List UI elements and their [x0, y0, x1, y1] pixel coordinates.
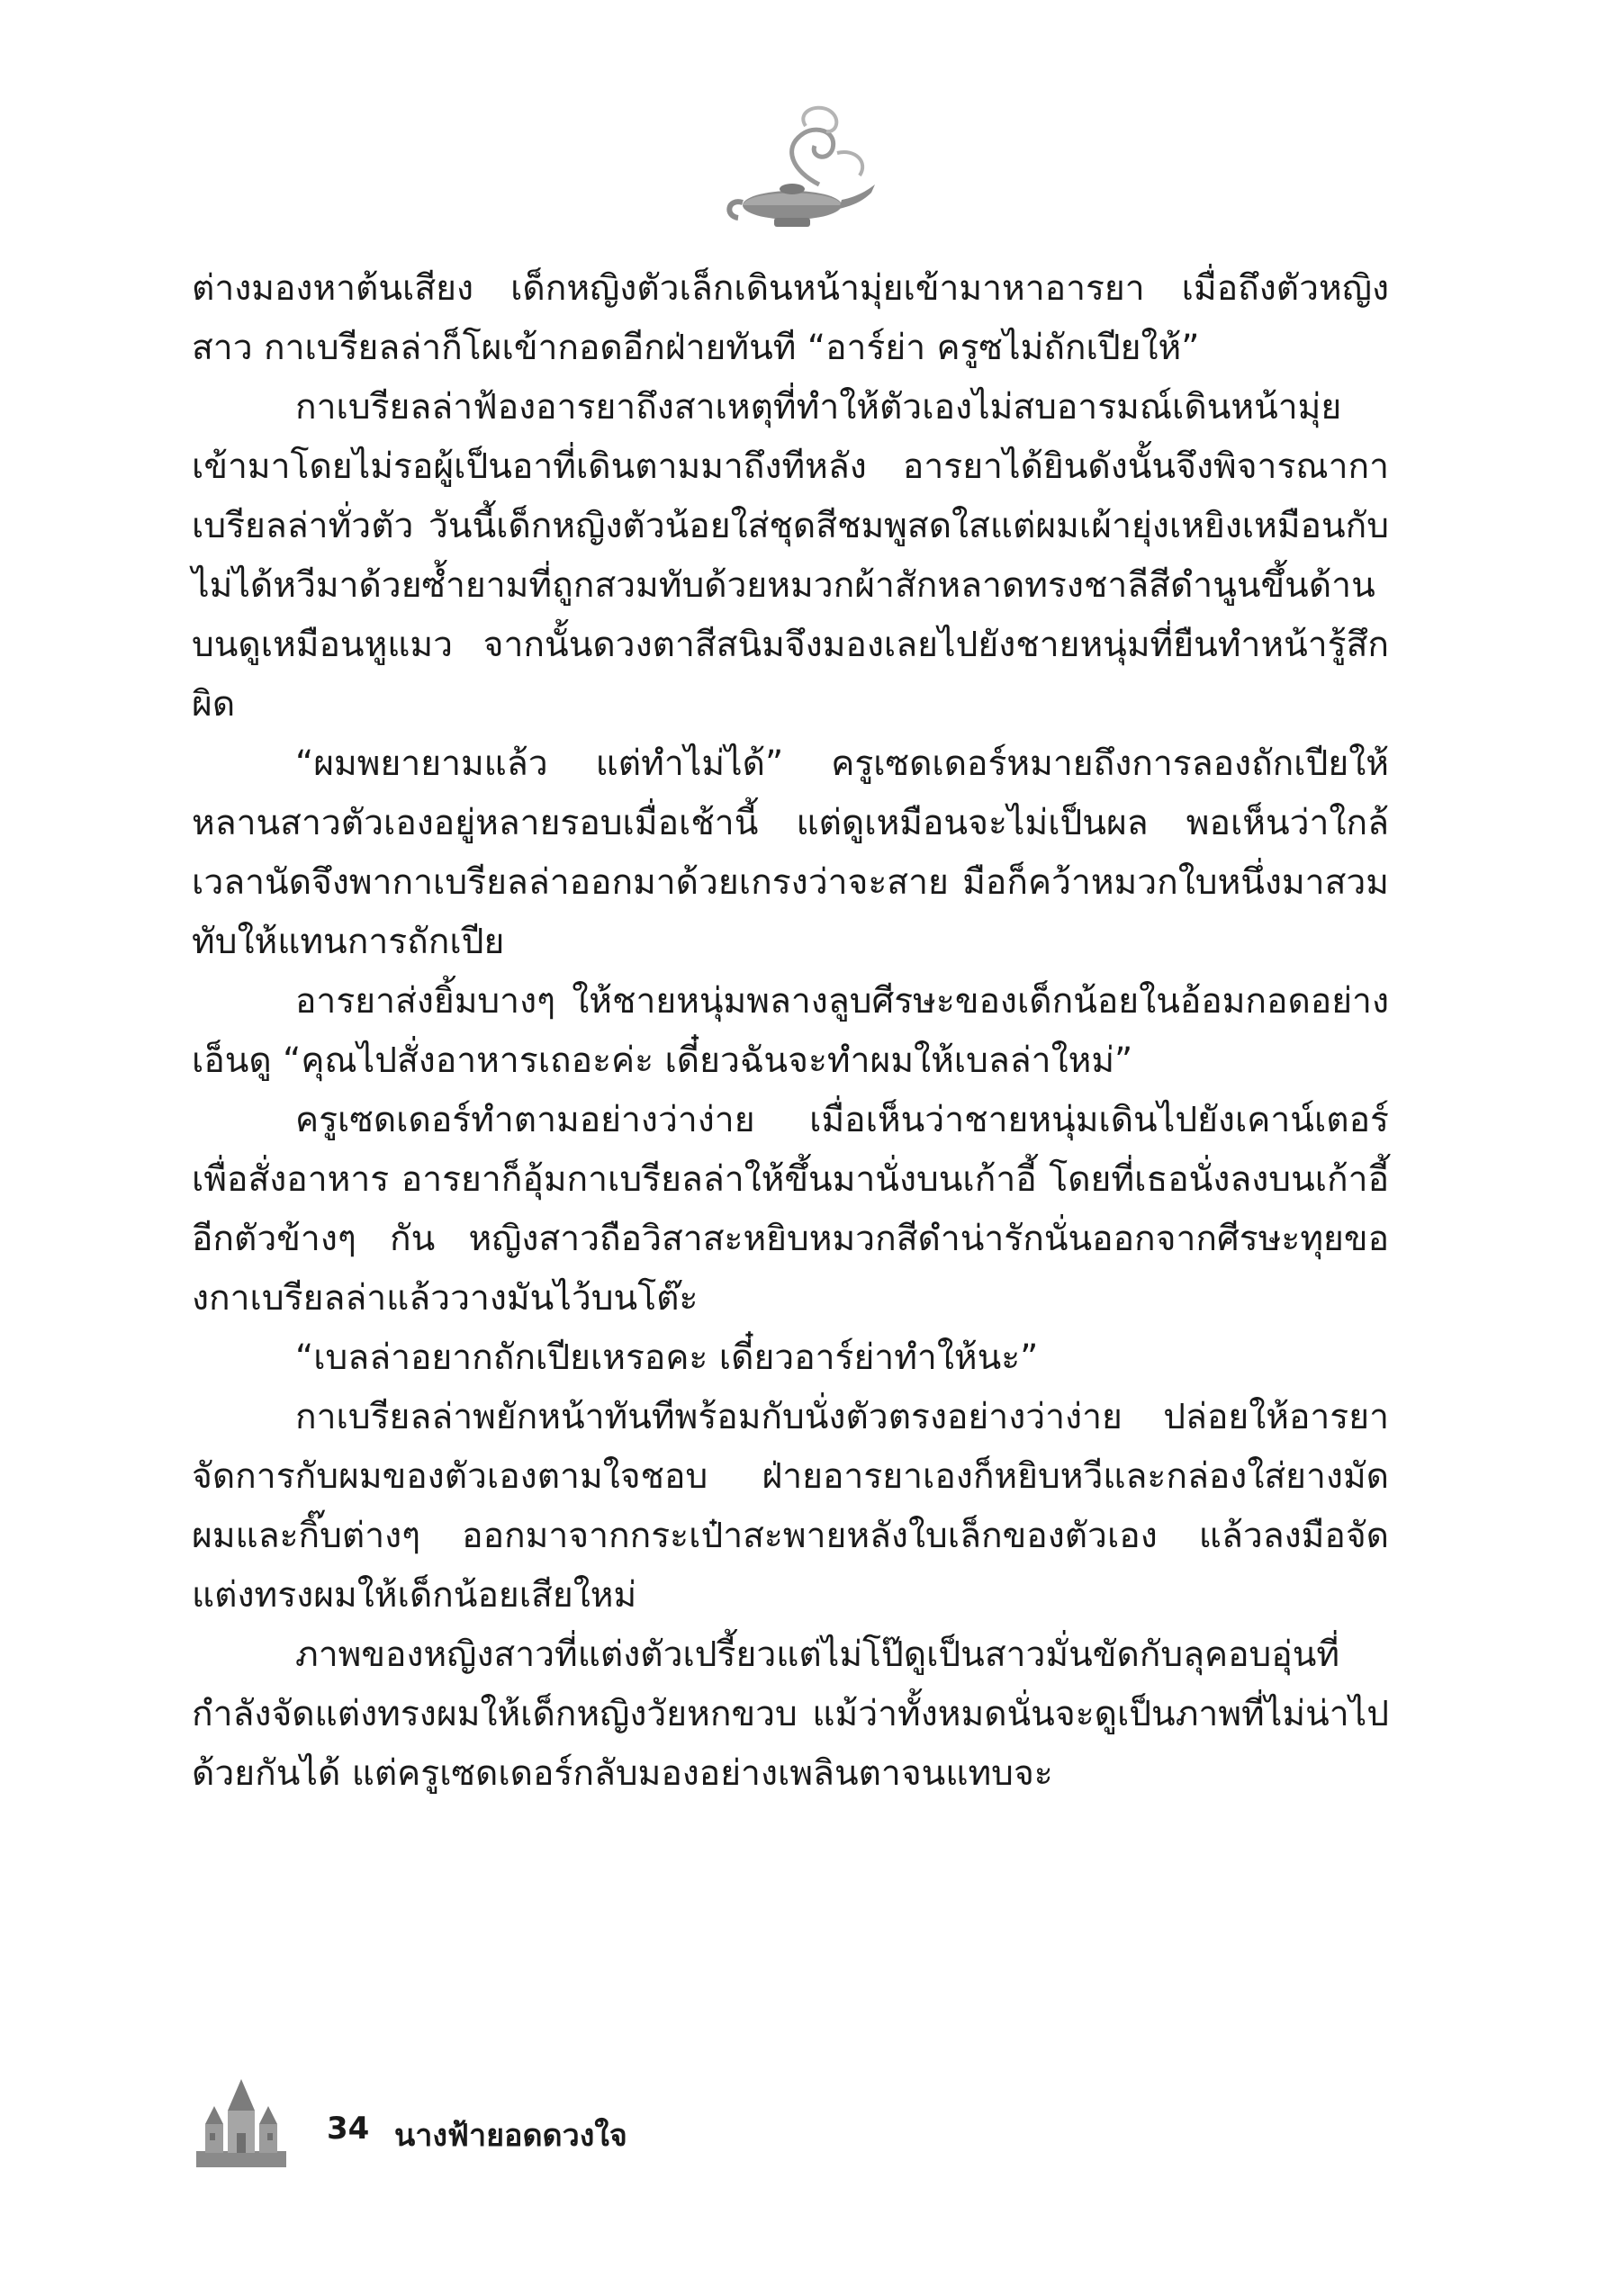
paragraph: “ผมพยายามแล้ว แต่ทำไม่ได้” ครูเซดเดอร์หมายถึงการลองถักเปียให้หลานสาวตัวเองอยู่หลายรอบเมื่อเช้านี้ แต่ดูเหมือนจะไม่เป็นผล พอเห็นว่าใกล้เวลานัดจึงพากาเบรียลล่าออกมาด้วยเกรงว่าจะสาย มือก็คว้าหมวกใบหนึ่งมาสวมทับให้แทนการถักเปีย	[192, 743, 1389, 962]
magic-lamp-icon	[711, 99, 882, 234]
paragraph: อารยาส่งยิ้มบางๆ ให้ชายหนุ่มพลางลูบศีรษะของเด็กน้อยในอ้อมกอดอย่างเอ็นดู “คุณไปสั่งอาหารเถอะค่ะ เดี๋ยวฉันจะทำผมให้เบลล่าใหม่”	[192, 981, 1389, 1081]
paragraph: ครูเซดเดอร์ทำตามอย่างว่าง่าย เมื่อเห็นว่าชายหนุ่มเดินไปยังเคาน์เตอร์เพื่อสั่งอาหาร อารยาก็อุ้มกาเบรียลล่าให้ขึ้นมานั่งบนเก้าอี้ โดยที่เธอนั่งลงบนเก้าอี้อีกตัวข้างๆ กัน หญิงสาวถือวิสาสะหยิบหมวกสีดำน่ารักนั่นออกจากศีรษะทุยของกาเบรียลล่าแล้ววางมันไว้บนโต๊ะ	[192, 1100, 1389, 1319]
castle-icon	[192, 2075, 291, 2169]
body-text	[192, 259, 1389, 1804]
paragraph: ภาพของหญิงสาวที่แต่งตัวเปรี้ยวแต่ไม่โป๊ดูเป็นสาวมั่นขัดกับลุคอบอุ่นที่กำลังจัดแต่งทรงผมให้เด็กหญิงวัยหกขวบ แม้ว่าทั้งหมดนั่นจะดูเป็นภาพที่ไม่น่าไปด้วยกันได้ แต่ครูเซดเดอร์กลับมองอย่างเพลินตาจนแทบจะ	[192, 1634, 1389, 1794]
paragraph: กาเบรียลล่าฟ้องอารยาถึงสาเหตุที่ทำให้ตัวเองไม่สบอารมณ์เดินหน้ามุ่ยเข้ามาโดยไม่รอผู้เป็นอาที่เดินตามมาถึงทีหลัง อารยาได้ยินดังนั้นจึงพิจารณากาเบรียลล่าทั่วตัว วันนี้เด็กหญิงตัวน้อยใส่ชุดสีชมพูสดใสแต่ผมเผ้ายุ่งเหยิงเหมือนกับไม่ได้หวีมาด้วยซ้ำยามที่ถูกสวมทับด้วยหมวกผ้าสักหลาดทรงชาลีสีดำนูนขึ้นด้านบนดูเหมือนหูแมว จากนั้นดวงตาสีสนิมจึงมองเลยไปยังชายหนุ่มที่ยืนทำหน้ารู้สึกผิด	[192, 387, 1389, 725]
page-number: 34	[327, 2111, 370, 2147]
paragraph: กาเบรียลล่าพยักหน้าทันทีพร้อมกับนั่งตัวตรงอย่างว่าง่าย ปล่อยให้อารยาจัดการกับผมของตัวเองตามใจชอบ ฝ่ายอารยาเองก็หยิบหวีและกล่องใส่ยางมัดผมและกิ๊บต่างๆ ออกมาจากกระเป๋าสะพายหลังใบเล็กของตัวเอง แล้วลงมือจัดแต่งทรงผมให้เด็กน้อยเสียใหม่	[192, 1397, 1389, 1616]
paragraph: “เบลล่าอยากถักเปียเหรอคะ เดี๋ยวอาร์ย่าทำให้นะ”	[295, 1337, 1039, 1378]
paragraph: ต่างมองหาต้นเสียง เด็กหญิงตัวเล็กเดินหน้ามุ่ยเข้ามาหาอารยา เมื่อถึงตัวหญิงสาว กาเบรียลล่าก็โผเข้ากอดอีกฝ่ายทันที “อาร์ย่า ครูซไม่ถักเปียให้”	[192, 268, 1389, 368]
page-footer	[192, 2075, 822, 2174]
book-title: นางฟ้ายอดดวงใจ	[394, 2118, 627, 2154]
